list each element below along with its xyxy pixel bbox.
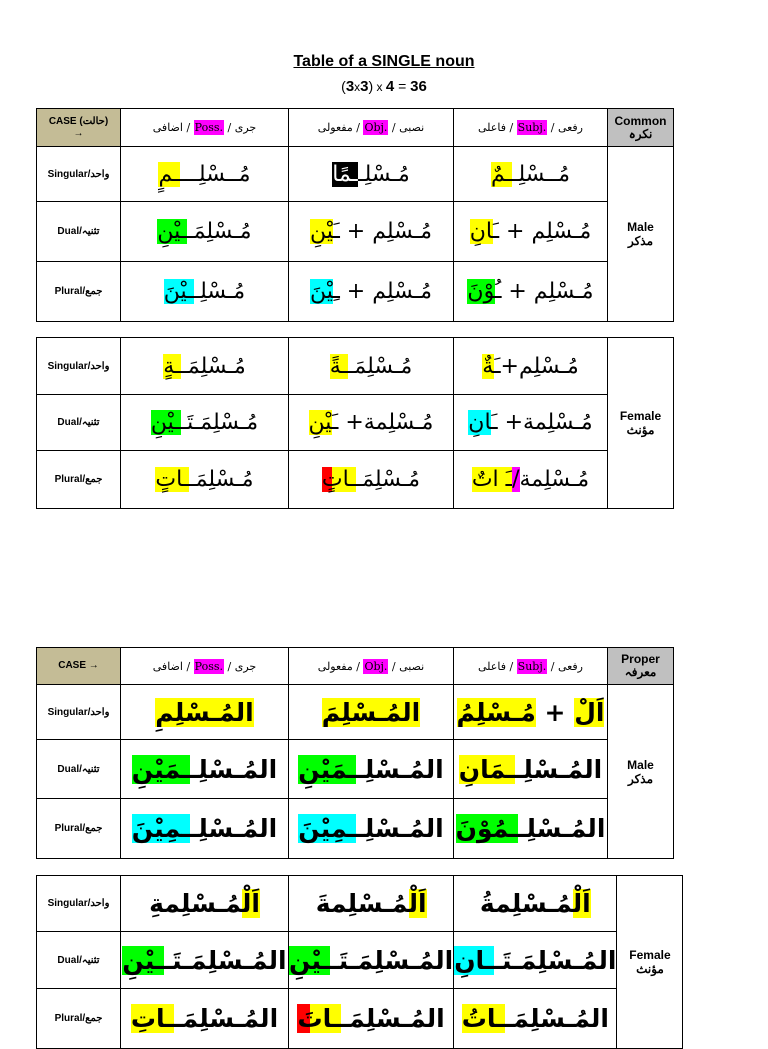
row-label-singular: Singular/واحد: [37, 147, 121, 202]
word-cell: المُـسْلِمَــاتَ: [289, 989, 454, 1049]
row-label-plural: Plural/جمع: [37, 451, 121, 509]
word-cell: المُـسْلِمَـتَــيْنِ: [289, 932, 454, 989]
row-label-dual: Dual/تثنیہ: [37, 395, 121, 451]
word-cell: المُـسْلِــمُوْنَ: [454, 799, 608, 859]
word-cell: مُـسْلِمَــاتٍ: [289, 451, 454, 509]
word-cell: مُـسْلِمَــيْنِ: [121, 202, 289, 262]
page-title: Table of a SINGLE noun: [293, 53, 475, 70]
word-cell: مُـسْلِمَــاتٍ: [121, 451, 289, 509]
word-cell: المُـسْلِمَـتَــيْنِ: [121, 932, 289, 989]
subj-column-header: فاعلی / Subj. / رفعی: [454, 648, 608, 685]
word-cell: مُـسْلِــيْنَ: [121, 262, 289, 322]
word-cell: مُـسْلِم + ـَانِ: [454, 202, 608, 262]
common-female-table: [36, 337, 674, 509]
word-cell: اَلْمُـسْلِمةَ: [289, 876, 454, 932]
word-cell: مُـسْلِمة+ ـَيْنِ: [289, 395, 454, 451]
common-header: Common نکرہ: [608, 109, 674, 147]
word-cell: المُـسْلِمَ: [289, 685, 454, 740]
gender-label-female: Female مؤنث: [617, 876, 683, 1049]
word-cell: المُـسْلِمَــاتُ: [454, 989, 617, 1049]
obj-column-header: مفعولی / Obj. / نصبی: [289, 648, 454, 685]
word-cell: المُـسْلِــمَانِ: [454, 740, 608, 799]
word-cell: المُـسْلِــمِيْنَ: [289, 799, 454, 859]
poss-column-header: اضافی / Poss. / جری: [121, 648, 289, 685]
case-header: CASE →: [37, 648, 121, 685]
gender-label-female: Female مؤنث: [608, 338, 674, 509]
gender-label-male: Male مذکر: [608, 147, 674, 322]
word-cell: مُـسْلِــمًا: [289, 147, 454, 202]
case-header: CASE (حالت) →: [37, 109, 121, 147]
word-cell: مُــسْلِــمٌ: [454, 147, 608, 202]
word-cell: المُـسْلِــمَيْنِ: [289, 740, 454, 799]
row-label-dual: Dual/تثنیہ: [37, 932, 121, 989]
word-cell: المُـسْلِــمِيْنَ: [121, 799, 289, 859]
proper-header: Proper معرفہ: [608, 648, 674, 685]
word-cell: مُـسْلِم + ـِيْنَ: [289, 262, 454, 322]
proper-male-table: [36, 647, 674, 859]
word-cell: اَلْمُـسْلِمةُ: [454, 876, 617, 932]
row-label-singular: Singular/واحد: [37, 876, 121, 932]
word-cell: مُـسْلِمَــةً: [289, 338, 454, 395]
word-cell: مُــسْلِــــمٍ: [121, 147, 289, 202]
poss-column-header: اضافی / Poss. / جری: [121, 109, 289, 147]
row-label-singular: Singular/واحد: [37, 685, 121, 740]
word-cell: مُـسْلِمَـتَــيْنِ: [121, 395, 289, 451]
word-cell: مُـسْلِم+ـَةٌ: [454, 338, 608, 395]
row-label-plural: Plural/جمع: [37, 799, 121, 859]
gender-label-male: Male مذکر: [608, 685, 674, 859]
obj-column-header: مفعولی / Obj. / نصبی: [289, 109, 454, 147]
row-label-singular: Singular/واحد: [37, 338, 121, 395]
word-cell: مُـسْلِمة/ـَ اتٌ: [454, 451, 608, 509]
row-label-plural: Plural/جمع: [37, 262, 121, 322]
word-cell: المُـسْلِــمَيْنِ: [121, 740, 289, 799]
word-cell: المُـسْلِمَــاتِ: [121, 989, 289, 1049]
row-label-plural: Plural/جمع: [37, 989, 121, 1049]
word-cell: اَلْ + مُـسْلِمُ: [454, 685, 608, 740]
page-subtitle: (3x3) x 4 = 36: [341, 78, 427, 95]
row-label-dual: Dual/تثنیہ: [37, 202, 121, 262]
word-cell: مُـسْلِمَــةٍ: [121, 338, 289, 395]
common-male-table: [36, 108, 674, 322]
word-cell: المُـسْلِمِ: [121, 685, 289, 740]
word-cell: مُـسْلِم + ـَيْنِ: [289, 202, 454, 262]
row-label-dual: Dual/تثنیہ: [37, 740, 121, 799]
word-cell: مُـسْلِم + ـُوْنَ: [454, 262, 608, 322]
proper-female-table: [36, 875, 683, 1049]
word-cell: مُـسْلِمة+ ـَانِ: [454, 395, 608, 451]
subj-column-header: فاعلی / Subj. / رفعی: [454, 109, 608, 147]
word-cell: المُـسْلِمَـتَــانِ: [454, 932, 617, 989]
word-cell: اَلْمُـسْلِمةِ: [121, 876, 289, 932]
